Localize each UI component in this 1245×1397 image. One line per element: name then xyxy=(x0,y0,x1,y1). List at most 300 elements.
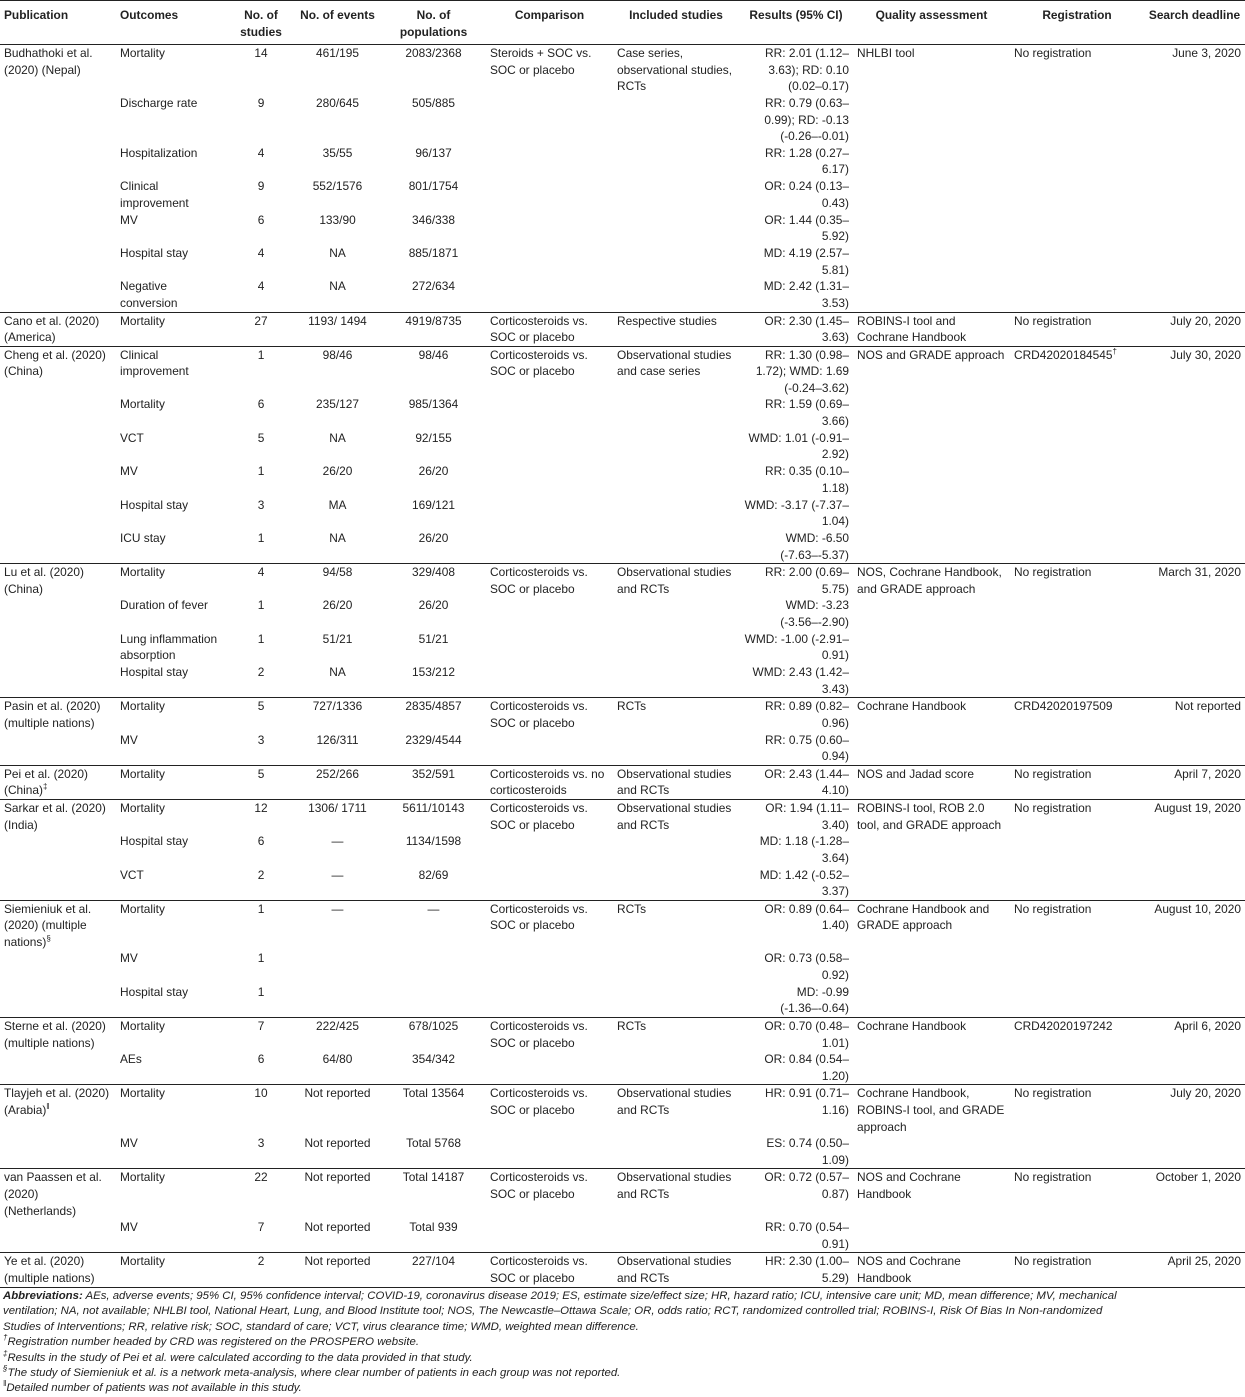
table-row xyxy=(0,900,1245,950)
populations-cell: 346/338 xyxy=(412,212,455,227)
result-cell: WMD: -3.17 (-7.37–1.04) xyxy=(744,497,849,529)
result-cell: MD: 4.19 (2.57–5.81) xyxy=(763,245,849,277)
studies-cell: 22 xyxy=(228,1169,294,1219)
quality-assessment-cell xyxy=(853,396,1010,429)
search-deadline-cell: October 1, 2020 xyxy=(1144,1169,1245,1219)
populations-cell: 354/342 xyxy=(412,1052,455,1067)
registration-cell xyxy=(1010,245,1144,278)
registration-cell xyxy=(1010,631,1144,664)
table-row xyxy=(0,867,1245,901)
studies-cell: 6 xyxy=(257,834,265,849)
studies-cell: 1 xyxy=(228,900,294,950)
quality-assessment-cell xyxy=(853,950,1010,983)
outcome-cell: Lung inflammation absorption xyxy=(120,631,218,663)
registration-cell xyxy=(1010,463,1144,496)
table-row xyxy=(0,765,1245,799)
populations-cell: 985/1364 xyxy=(408,397,459,412)
included-studies-cell xyxy=(613,245,739,278)
quality-assessment-cell xyxy=(853,212,1010,245)
events-cell xyxy=(294,984,381,1018)
comparison-cell xyxy=(486,95,613,145)
registration-cell xyxy=(1010,1085,1144,1135)
included-studies-cell xyxy=(613,867,739,901)
registration-text: No registration xyxy=(1014,565,1092,580)
populations-cell: 153/212 xyxy=(412,665,455,680)
result-cell: MD: 1.42 (-0.52–3.37) xyxy=(759,867,849,899)
result-cell: OR: 2.30 (1.45–3.63) xyxy=(739,312,853,346)
events-cell: 552/1576 xyxy=(312,179,363,194)
publication-cell xyxy=(0,497,116,530)
table-row xyxy=(0,463,1245,496)
outcome-cell: Negative conversion xyxy=(120,279,178,310)
populations-cell: 92/155 xyxy=(415,430,452,445)
outcome-cell: Mortality xyxy=(116,1253,228,1287)
populations-cell: — xyxy=(381,900,486,950)
result-cell: OR: 0.24 (0.13–0.43) xyxy=(764,179,849,210)
included-studies-cell xyxy=(613,950,739,983)
publication-cell xyxy=(0,278,116,312)
events-cell: 26/20 xyxy=(322,464,353,479)
quality-assessment-cell xyxy=(853,245,1010,278)
footnote-pei xyxy=(3,1348,1142,1366)
included-studies-cell: Observational studies and RCTs xyxy=(613,564,739,598)
quality-assessment-cell: NOS and Cochrane Handbook xyxy=(853,1253,1010,1287)
search-deadline-cell xyxy=(1144,867,1245,901)
registration-cell xyxy=(1010,799,1144,833)
footnote-text: Registration number headed by CRD was registered on the PROSPERO website. xyxy=(7,1336,419,1349)
publication-name: Siemieniuk et al. (2020) (multiple nations) xyxy=(4,901,92,949)
registration-cell xyxy=(1010,900,1144,950)
search-deadline-cell xyxy=(1144,430,1245,463)
outcome-cell: Hospital stay xyxy=(120,497,189,512)
events-cell: NA xyxy=(329,531,346,546)
outcome-cell: Mortality xyxy=(116,1085,228,1135)
publication-cell xyxy=(0,312,116,346)
table-row xyxy=(0,732,1245,766)
studies-cell: 3 xyxy=(257,732,265,747)
events-cell: Not reported xyxy=(294,1169,381,1219)
registration-cell xyxy=(1010,984,1144,1018)
publication-cell xyxy=(0,631,116,664)
comparison-cell: Corticosteroids vs. SOC or placebo xyxy=(486,1253,613,1287)
publication-cell xyxy=(0,430,116,463)
footnote-mark: ‡ xyxy=(3,1348,8,1358)
table-row xyxy=(0,1169,1245,1219)
result-cell: WMD: 1.01 (-0.91–2.92) xyxy=(748,430,849,462)
result-cell: RR: 1.59 (0.69–3.66) xyxy=(765,397,849,429)
quality-assessment-cell: Cochrane Handbook and GRADE approach xyxy=(853,900,1010,950)
publication-cell xyxy=(0,178,116,211)
result-cell: RR: 2.01 (1.12–3.63); RD: 0.10 (0.02–0.17) xyxy=(739,45,853,95)
comparison-cell xyxy=(486,1219,613,1253)
publication-cell xyxy=(0,597,116,630)
included-studies-cell xyxy=(613,430,739,463)
comparison-cell xyxy=(486,833,613,866)
publication-name: Lu et al. (2020) (China) xyxy=(4,565,84,596)
included-studies-cell: Observational studies and RCTs xyxy=(613,765,739,799)
table-row xyxy=(0,312,1245,346)
quality-assessment-cell xyxy=(853,278,1010,312)
studies-cell: 5 xyxy=(257,430,265,445)
events-cell: — xyxy=(331,834,344,849)
events-cell: 35/55 xyxy=(322,145,353,160)
result-cell: HR: 2.30 (1.00–5.29) xyxy=(739,1253,853,1287)
result-cell: RR: 0.79 (0.63–0.99); RD: -0.13 (-0.26–-0.01) xyxy=(764,95,849,144)
populations-cell: 1134/1598 xyxy=(405,834,462,849)
outcome-cell: Mortality xyxy=(116,698,228,732)
publication-cell xyxy=(0,145,116,178)
comparison-cell: Corticosteroids vs. no corticosteroids xyxy=(486,765,613,799)
studies-cell: 2 xyxy=(228,1253,294,1287)
publication-cell xyxy=(0,212,116,245)
search-deadline-cell: March 31, 2020 xyxy=(1144,564,1245,598)
quality-assessment-cell: ROBINS-I tool, ROB 2.0 tool, and GRADE approach xyxy=(853,799,1010,833)
outcome-cell: MV xyxy=(120,464,138,479)
populations-cell: 4919/8735 xyxy=(381,312,486,346)
publication-cell xyxy=(0,900,116,950)
comparison-cell: Corticosteroids vs. SOC or placebo xyxy=(486,698,613,732)
table-row xyxy=(0,95,1245,145)
studies-cell: 1 xyxy=(257,984,265,999)
populations-cell: Total 13564 xyxy=(381,1085,486,1135)
populations-cell: 26/20 xyxy=(418,464,449,479)
studies-cell: 3 xyxy=(257,497,265,512)
publication-name: Cheng et al. (2020) (China) xyxy=(4,347,106,379)
events-cell: NA xyxy=(329,245,346,260)
quality-assessment-cell: NOS and Jadad score xyxy=(853,765,1010,799)
table-row xyxy=(0,631,1245,664)
registration-cell xyxy=(1010,95,1144,145)
registration-cell xyxy=(1010,346,1144,396)
comparison-cell xyxy=(486,597,613,630)
outcome-cell: Mortality xyxy=(116,1018,228,1052)
populations-cell: 885/1871 xyxy=(408,245,459,260)
publication-cell xyxy=(0,698,116,732)
comparison-cell xyxy=(486,950,613,983)
table-row xyxy=(0,664,1245,698)
publication-cell xyxy=(0,833,116,866)
studies-cell: 9 xyxy=(257,95,265,110)
table-row xyxy=(0,950,1245,983)
publication-footnote-mark: § xyxy=(46,933,51,943)
column-header: Registration xyxy=(1010,1,1144,45)
table-row xyxy=(0,833,1245,866)
events-cell: 94/58 xyxy=(294,564,381,598)
table-header xyxy=(0,1,1245,45)
comparison-cell xyxy=(486,984,613,1018)
included-studies-cell xyxy=(613,1051,739,1085)
quality-assessment-cell xyxy=(853,178,1010,211)
outcome-cell: Mortality xyxy=(116,900,228,950)
outcome-cell: Hospital stay xyxy=(120,834,189,849)
included-studies-cell xyxy=(613,396,739,429)
included-studies-cell: RCTs xyxy=(613,698,739,732)
populations-cell: Total 14187 xyxy=(381,1169,486,1219)
table-row xyxy=(0,278,1245,312)
registration-cell xyxy=(1010,45,1144,95)
included-studies-cell: Observational studies and RCTs xyxy=(613,1085,739,1135)
quality-assessment-cell xyxy=(853,145,1010,178)
header-row xyxy=(0,1,1245,45)
outcome-cell: MV xyxy=(120,732,138,747)
publication-cell xyxy=(0,732,116,766)
publication-cell xyxy=(0,799,116,833)
studies-cell: 6 xyxy=(257,397,265,412)
table-row xyxy=(0,984,1245,1018)
studies-cell: 14 xyxy=(228,45,294,95)
included-studies-cell: Observational studies and RCTs xyxy=(613,1253,739,1287)
footnote-text: Results in the study of Pei et al. were calculated according to the data provided in that study. xyxy=(7,1351,473,1364)
quality-assessment-cell xyxy=(853,463,1010,496)
registration-cell xyxy=(1010,1253,1144,1287)
search-deadline-cell: July 20, 2020 xyxy=(1144,312,1245,346)
search-deadline-cell: August 10, 2020 xyxy=(1144,900,1245,950)
populations-cell: 2835/4857 xyxy=(381,698,486,732)
events-cell: — xyxy=(294,900,381,950)
populations-cell: 82/69 xyxy=(418,867,449,882)
result-cell: OR: 0.70 (0.48–1.01) xyxy=(739,1018,853,1052)
publication-cell xyxy=(0,1169,116,1219)
comparison-cell: Corticosteroids vs. SOC or placebo xyxy=(486,312,613,346)
publication-footnote-mark: ǁ xyxy=(46,1102,50,1112)
table-row xyxy=(0,1018,1245,1052)
populations-cell: Total 939 xyxy=(409,1220,458,1235)
populations-cell xyxy=(381,984,486,1018)
quality-assessment-cell xyxy=(853,631,1010,664)
quality-assessment-cell xyxy=(853,1135,1010,1169)
outcome-cell: Clinical improvement xyxy=(116,346,228,396)
search-deadline-cell xyxy=(1144,631,1245,664)
quality-assessment-cell: Cochrane Handbook xyxy=(853,698,1010,732)
search-deadline-cell xyxy=(1144,732,1245,766)
result-cell: WMD: 2.43 (1.42–3.43) xyxy=(752,665,849,696)
result-cell: RR: 1.28 (0.27–6.17) xyxy=(765,145,849,177)
result-cell: RR: 0.89 (0.82–0.96) xyxy=(739,698,853,732)
outcome-cell: MV xyxy=(120,1220,138,1235)
included-studies-cell xyxy=(613,984,739,1018)
result-cell: MD: -0.99 (-1.36–-0.64) xyxy=(780,984,849,1016)
populations-cell: 96/137 xyxy=(415,145,452,160)
studies-cell: 4 xyxy=(228,564,294,598)
studies-cell: 1 xyxy=(228,346,294,396)
events-cell: 98/46 xyxy=(294,346,381,396)
search-deadline-cell: Not reported xyxy=(1144,698,1245,732)
search-deadline-cell xyxy=(1144,245,1245,278)
table-row xyxy=(0,212,1245,245)
column-header: Outcomes xyxy=(116,1,228,45)
registration-cell xyxy=(1010,698,1144,732)
table-row xyxy=(0,564,1245,598)
included-studies-cell xyxy=(613,1135,739,1169)
outcome-cell: Hospital stay xyxy=(120,984,189,999)
studies-cell: 7 xyxy=(257,1220,265,1235)
publication-cell xyxy=(0,346,116,396)
events-cell: Not reported xyxy=(294,1253,381,1287)
comparison-cell: Corticosteroids vs. SOC or placebo xyxy=(486,564,613,598)
publication-name: Sarkar et al. (2020) (India) xyxy=(4,800,106,832)
outcome-cell: Mortality xyxy=(120,397,165,412)
registration-text: No registration xyxy=(1014,1170,1092,1185)
outcome-cell: MV xyxy=(120,212,138,227)
quality-assessment-cell xyxy=(853,732,1010,766)
events-cell: 252/266 xyxy=(294,765,381,799)
studies-cell: 4 xyxy=(257,145,265,160)
populations-cell: 169/121 xyxy=(412,497,455,512)
registration-text: No registration xyxy=(1014,901,1092,916)
registration-cell xyxy=(1010,1135,1144,1169)
included-studies-cell: Observational studies and RCTs xyxy=(613,1169,739,1219)
events-cell: 51/21 xyxy=(322,631,353,646)
comparison-cell: Corticosteroids vs. SOC or placebo xyxy=(486,1169,613,1219)
search-deadline-cell xyxy=(1144,463,1245,496)
footnote-mark: § xyxy=(3,1364,8,1374)
result-cell: OR: 0.72 (0.57–0.87) xyxy=(739,1169,853,1219)
populations-cell: 329/408 xyxy=(381,564,486,598)
abbreviations-note xyxy=(3,1289,1142,1335)
included-studies-cell xyxy=(613,178,739,211)
quality-assessment-cell: NOS, Cochrane Handbook, and GRADE approach xyxy=(853,564,1010,598)
publication-name: Ye et al. (2020) (multiple nations) xyxy=(4,1254,95,1285)
table-row xyxy=(0,530,1245,564)
publication-cell xyxy=(0,45,116,95)
table-row xyxy=(0,346,1245,396)
outcome-cell: VCT xyxy=(120,867,144,882)
column-header: No. of events xyxy=(294,1,381,45)
abbreviations-text: AEs, adverse events; 95% CI, 95% confidence interval; COVID-19, coronavirus disease 2019; ES, estimate size/effect size; HR, hazard ratio; ICU, intensive care unit; MD, mean difference; MV, mechanical ventilation; NA, not available; NHLBI tool, National Heart, Lung, and Blood Institute tool; NOS, The Newcastle–Ottawa Scale; OR, odds ratio; RCT, randomized controlled trial; ROBINS-I, Risk Of Bias In Non-randomized Studies of Interventions; RR, relative risk; SOC, standard of care; VCT, virus clearance time; WMD, weighted mean difference. xyxy=(3,1290,1117,1333)
events-cell: 64/80 xyxy=(322,1052,353,1067)
populations-cell: 26/20 xyxy=(418,598,449,613)
populations-cell: 26/20 xyxy=(418,531,449,546)
table-row xyxy=(0,1253,1245,1287)
search-deadline-cell: April 6, 2020 xyxy=(1144,1018,1245,1052)
registration-text: No registration xyxy=(1014,1254,1092,1269)
table-row xyxy=(0,597,1245,630)
publication-cell xyxy=(0,245,116,278)
populations-cell: 352/591 xyxy=(381,765,486,799)
publication-name: Pei et al. (2020) (China) xyxy=(4,766,88,798)
quality-assessment-cell xyxy=(853,1051,1010,1085)
included-studies-cell xyxy=(613,1219,739,1253)
abbreviations-label: Abbreviations: xyxy=(3,1290,83,1302)
populations-cell: 505/885 xyxy=(412,95,455,110)
publication-cell xyxy=(0,867,116,901)
table-row xyxy=(0,1135,1245,1169)
comparison-cell xyxy=(486,212,613,245)
registration-text: No registration xyxy=(1014,766,1092,781)
search-deadline-cell: August 19, 2020 xyxy=(1144,799,1245,833)
result-cell: OR: 1.94 (1.11–3.40) xyxy=(739,799,853,833)
comparison-cell: Corticosteroids vs. SOC or placebo xyxy=(486,1018,613,1052)
events-cell: 222/425 xyxy=(294,1018,381,1052)
registration-cell xyxy=(1010,597,1144,630)
studies-cell: 27 xyxy=(228,312,294,346)
search-deadline-cell xyxy=(1144,1135,1245,1169)
included-studies-cell: Respective studies xyxy=(613,312,739,346)
search-deadline-cell xyxy=(1144,597,1245,630)
table-body xyxy=(0,45,1245,1287)
registration-cell xyxy=(1010,430,1144,463)
search-deadline-cell xyxy=(1144,95,1245,145)
column-header: Quality assessment xyxy=(853,1,1010,45)
registration-cell xyxy=(1010,212,1144,245)
comparison-cell xyxy=(486,1135,613,1169)
studies-cell: 12 xyxy=(228,799,294,833)
included-studies-cell xyxy=(613,95,739,145)
included-studies-cell xyxy=(613,597,739,630)
table-row xyxy=(0,497,1245,530)
table-row xyxy=(0,799,1245,833)
footnote-tlayjeh xyxy=(3,1381,1142,1396)
column-header: Included studies xyxy=(613,1,739,45)
events-cell: 727/1336 xyxy=(294,698,381,732)
registration-text: No registration xyxy=(1014,46,1092,61)
search-deadline-cell xyxy=(1144,833,1245,866)
events-cell: Not reported xyxy=(304,1220,371,1235)
publication-cell xyxy=(0,664,116,698)
events-cell: 1306/ 1711 xyxy=(294,799,381,833)
result-cell: ES: 0.74 (0.50–1.09) xyxy=(766,1136,849,1167)
comparison-cell: Corticosteroids vs. SOC or placebo xyxy=(486,799,613,833)
publication-name: Cano et al. (2020) (America) xyxy=(4,313,100,345)
registration-text: No registration xyxy=(1014,800,1092,815)
publication-cell xyxy=(0,463,116,496)
populations-cell: 227/104 xyxy=(381,1253,486,1287)
footnote-mark: † xyxy=(3,1333,8,1343)
populations-cell: 2083/2368 xyxy=(381,45,486,95)
populations-cell: 272/634 xyxy=(412,279,455,294)
comparison-cell xyxy=(486,1051,613,1085)
populations-cell: 801/1754 xyxy=(408,179,459,194)
search-deadline-cell xyxy=(1144,178,1245,211)
registration-cell xyxy=(1010,1018,1144,1052)
table-footnotes xyxy=(0,1289,1145,1397)
publication-cell xyxy=(0,530,116,564)
search-deadline-cell xyxy=(1144,1051,1245,1085)
search-deadline-cell: April 25, 2020 xyxy=(1144,1253,1245,1287)
search-deadline-cell xyxy=(1144,1219,1245,1253)
search-deadline-cell xyxy=(1144,984,1245,1018)
result-cell: RR: 1.30 (0.98–1.72); WMD: 1.69 (-0.24–3.62) xyxy=(739,346,853,396)
quality-assessment-cell xyxy=(853,497,1010,530)
events-cell: 280/645 xyxy=(316,95,359,110)
studies-cell: 5 xyxy=(228,698,294,732)
quality-assessment-cell xyxy=(853,833,1010,866)
publication-cell xyxy=(0,765,116,799)
included-studies-cell xyxy=(613,530,739,564)
column-header: Publication xyxy=(0,1,116,45)
events-cell: MA xyxy=(328,497,347,512)
publication-cell xyxy=(0,1018,116,1052)
table-row xyxy=(0,430,1245,463)
publication-cell xyxy=(0,950,116,983)
registration-cell xyxy=(1010,950,1144,983)
publication-name: Pasin et al. (2020) (multiple nations) xyxy=(4,699,101,730)
search-deadline-cell xyxy=(1144,278,1245,312)
result-cell: OR: 0.84 (0.54–1.20) xyxy=(764,1052,849,1083)
column-header: Search deadline xyxy=(1144,1,1245,45)
registration-text: CRD42020197242 xyxy=(1014,1019,1113,1034)
included-studies-cell: Case series, observational studies, RCTs xyxy=(613,45,739,95)
studies-cell: 1 xyxy=(257,464,265,479)
studies-cell: 5 xyxy=(228,765,294,799)
populations-cell: 2329/4544 xyxy=(405,732,462,747)
registration-cell xyxy=(1010,1169,1144,1219)
comparison-cell xyxy=(486,867,613,901)
included-studies-cell: RCTs xyxy=(613,1018,739,1052)
comparison-cell: Steroids + SOC vs. SOC or placebo xyxy=(486,45,613,95)
quality-assessment-cell: NHLBI tool xyxy=(853,45,1010,95)
search-deadline-cell xyxy=(1144,664,1245,698)
